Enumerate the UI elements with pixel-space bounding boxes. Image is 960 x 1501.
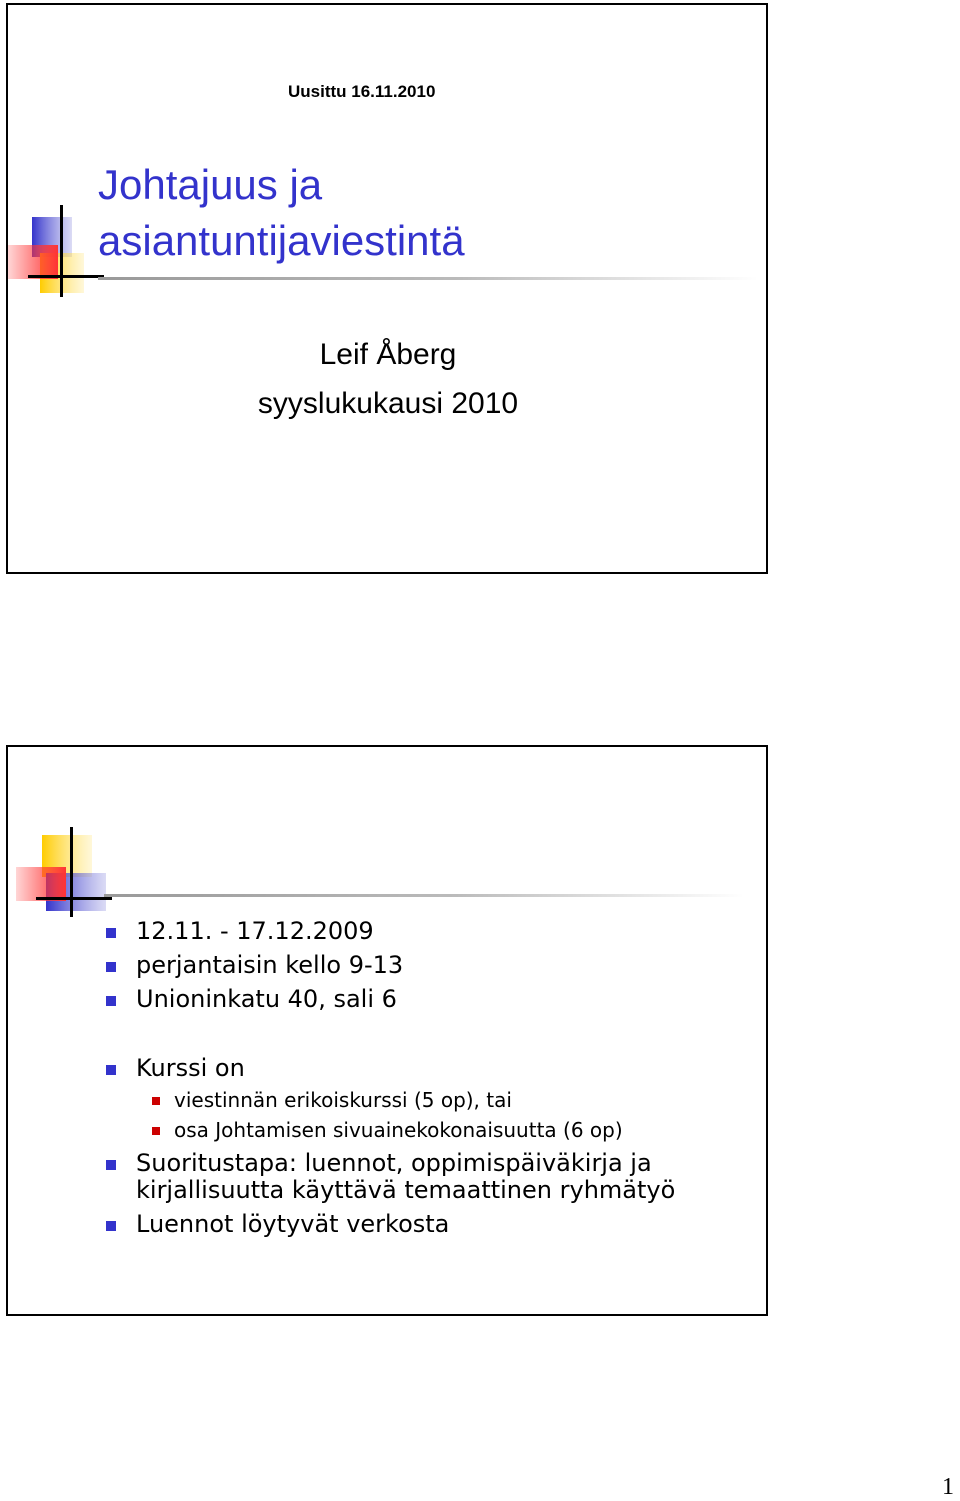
slide-1 bbox=[6, 3, 768, 574]
bullet-icon bbox=[106, 1160, 116, 1170]
slide-title bbox=[98, 157, 465, 269]
updated-date: Uusittu 16.11.2010 bbox=[288, 82, 436, 101]
sub-bullet-icon bbox=[152, 1097, 160, 1105]
bullet-icon bbox=[106, 1065, 116, 1075]
slide-divider bbox=[104, 894, 744, 897]
term: syyslukukausi 2010 bbox=[257, 387, 519, 420]
title-line-2: asiantuntijaviestintä bbox=[98, 217, 465, 264]
decorative-logo-icon bbox=[8, 205, 108, 297]
bullet-icon bbox=[106, 928, 116, 938]
title-line-1: Johtajuus ja bbox=[98, 161, 323, 208]
page-number: 1 bbox=[942, 1474, 954, 1500]
author-name: Leif Åberg bbox=[319, 338, 457, 371]
bullet-icon bbox=[106, 996, 116, 1006]
decorative-logo-icon bbox=[16, 827, 116, 919]
sub-bullet-icon bbox=[152, 1127, 160, 1135]
title-divider bbox=[98, 277, 758, 280]
bullet-icon bbox=[106, 1221, 116, 1231]
bullet-icon bbox=[106, 962, 116, 972]
